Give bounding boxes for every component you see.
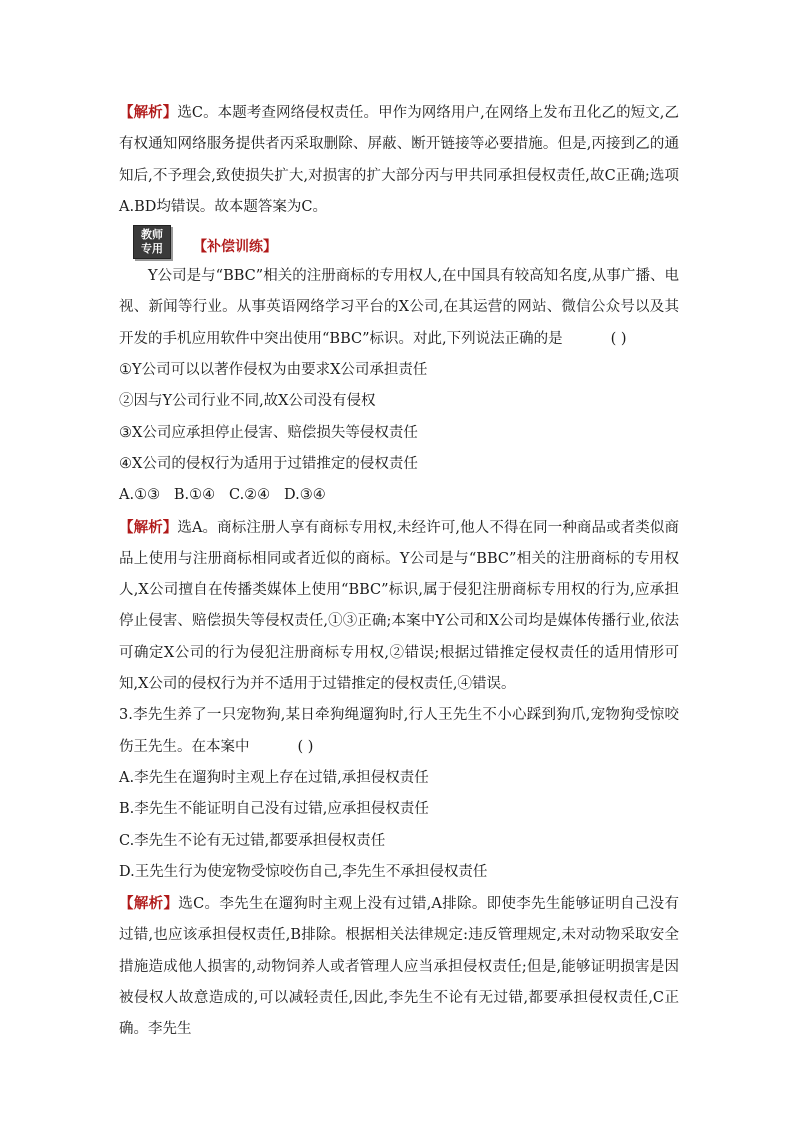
question-stem-text: 3.李先生养了一只宠物狗,某日牵狗绳遛狗时,行人王先生不小心踩到狗爪,宠物狗受惊咬伤王先生。在本案中 bbox=[119, 707, 679, 755]
supplement-training-title: 【补偿训练】 bbox=[193, 239, 277, 256]
question-3-stem bbox=[119, 700, 679, 763]
statement-1: ①Y公司可以以著作侵权为由要求X公司承担责任 bbox=[119, 362, 428, 379]
teacher-only-badge-icon bbox=[133, 225, 171, 259]
supplement-question-stem bbox=[119, 261, 679, 355]
answer-bracket: ( ) bbox=[297, 738, 314, 755]
answer-options: A.①③ B.①④ C.②④ D.③④ bbox=[119, 487, 326, 504]
analysis-tag: 【解析】 bbox=[119, 518, 178, 536]
option-a: A.李先生在遛狗时主观上存在过错,承担侵权责任 bbox=[119, 769, 429, 786]
analysis-paragraph-2 bbox=[119, 512, 679, 701]
analysis-paragraph-1 bbox=[119, 97, 679, 223]
analysis-text: 选C。本题考查网络侵权责任。甲作为网络用户,在网络上发布丑化乙的短文,乙有权通知网络服务提供者丙采取删除、屏蔽、断开链接等必要措施。但是,丙接到乙的通知后,不予理会,致使损失扩大,对损害的扩大部分丙与甲共同承担侵权责任,故C正确;选项A.BD均错误。故本题答案为C。 bbox=[119, 105, 679, 215]
analysis-tag: 【解析】 bbox=[119, 104, 178, 121]
analysis-text: 选A。商标注册人享有商标专用权,未经许可,他人不得在同一种商品或者类似商品上使用与注册商标相同或者近似的商标。Y公司是与“BBC”相关的注册商标的专用权人,X公司擅自在传播类媒体上使用“BBC”标识,属于侵犯注册商标专用权的行为,应承担停止侵害、赔偿损失等侵权责任,①③正确;本案中Y公司和X公司均是媒体传播行业,依法可确定X公司的行为侵犯注册商标专用权,②错误;根据过错推定侵权责任的适用情形可知,X公司的侵权行为并不适用于过错推定的侵权责任,④错误。 bbox=[119, 519, 679, 693]
analysis-text: 选C。李先生在遛狗时主观上没有过错,A排除。即使李先生能够证明自己没有过错,也应该承担侵权责任,B排除。根据相关法律规定:违反管理规定,未对动物采取安全措施造成他人损害的,动物饲养人或者管理人应当承担侵权责任;但是,能够证明损害是因被侵权人故意造成的,可以减轻责任,因此,李先生不论有无过错,都要承担侵权责任,C正确。李先生 bbox=[119, 896, 679, 1038]
analysis-paragraph-3 bbox=[119, 888, 679, 1045]
question-stem-text: Y公司是与“BBC”相关的注册商标的专用权人,在中国具有较高知名度,从事广播、电视、新闻等行业。从事英语网络学习平台的X公司,在其运营的网站、微信公众号以及其开发的手机应用软件中突出使用“BBC”标识。对此,下列说法正确的是 bbox=[119, 268, 679, 347]
teacher-supplement-header bbox=[119, 225, 679, 261]
statement-2: ②因与Y公司行业不同,故X公司没有侵权 bbox=[119, 393, 376, 410]
badge-line-1: 教师 bbox=[141, 228, 163, 242]
answer-bracket: ( ) bbox=[610, 330, 627, 347]
badge-line-2: 专用 bbox=[141, 242, 163, 256]
document-content bbox=[119, 97, 679, 1046]
option-d: D.王先生行为使宠物受惊咬伤自己,李先生不承担侵权责任 bbox=[119, 863, 488, 880]
analysis-tag: 【解析】 bbox=[119, 895, 179, 913]
statement-4: ④X公司的侵权行为适用于过错推定的侵权责任 bbox=[119, 455, 418, 472]
statement-3: ③X公司应承担停止侵害、赔偿损失等侵权责任 bbox=[119, 424, 418, 441]
option-c: C.李先生不论有无过错,都要承担侵权责任 bbox=[119, 832, 386, 849]
option-b: B.李先生不能证明自己没有过错,应承担侵权责任 bbox=[119, 801, 429, 818]
